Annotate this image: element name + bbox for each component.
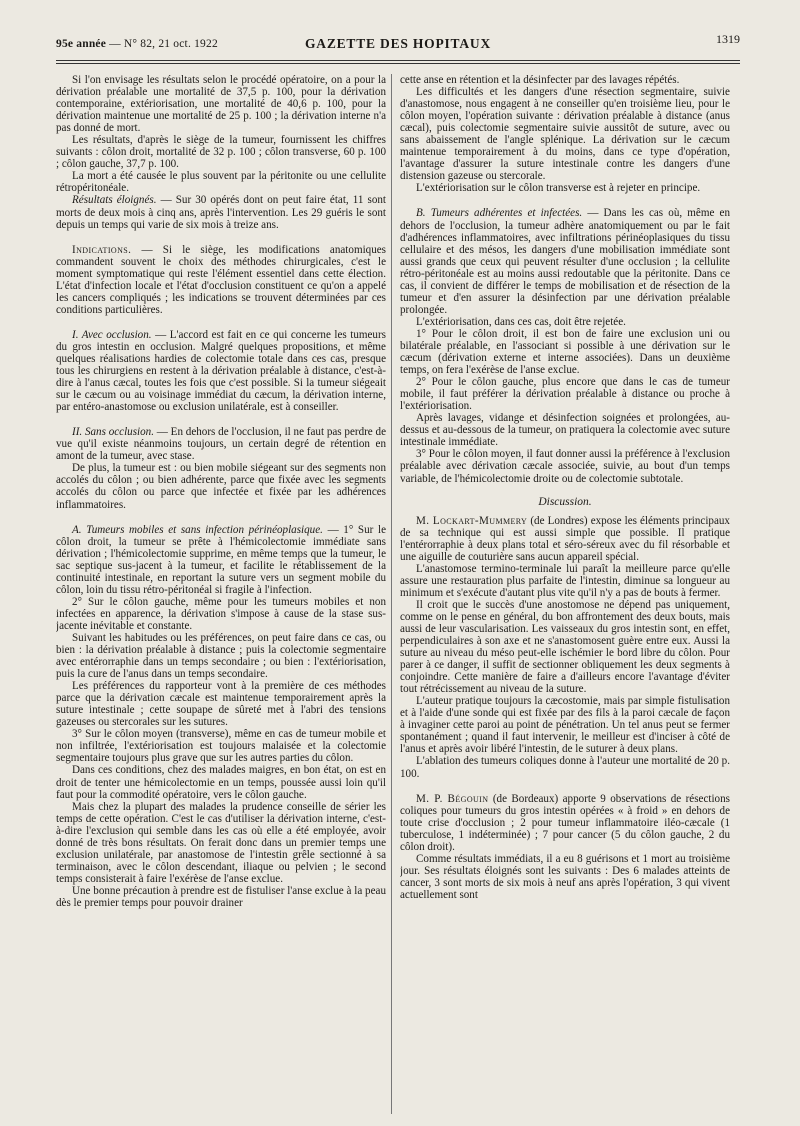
speaker-name: M. P. Bégouin (416, 792, 489, 805)
subsection-lead: A. Tumeurs mobiles et sans infection périnéoplasique. (72, 523, 323, 536)
paragraph: Une bonne précaution à prendre est de fistuliser l'anse exclue à la peau dès le premier temps pour pouvoir drainer (56, 884, 386, 909)
issue-label: N° 82, 21 oct. 1922 (123, 38, 218, 50)
paragraph: Les difficultés et les dangers d'une résection segmentaire, suivie d'anastomose, nous engagent à ne conseiller qu'en troisième lieu, pour le côlon moyen, l'opération suivante : dérivation préalable à distance (anus cæcal), puis colectomie segmentaire suivie aussitôt de suture, avec ou sans abaissement de l'angle splénique. La dérivation sur le cæcum maintenue temporairement à du moins, dans ce type d'opération, l'avantage d'assurer la suture intestinale contre les dangers d'une distension gazeuse ou stercorale. (400, 86, 730, 183)
header-rule (56, 60, 740, 61)
paragraph: Suivant les habitudes ou les préférences, on peut faire dans ce cas, ou bien : la dérivation préalable à distance ; puis la colectomie segmentaire avec entérorraphie dans un temps secondaire ; ou bien : l'extériorisation, puis la cure de l'anus dans un temps secondaire. (56, 631, 386, 681)
paragraph: Comme résultats immédiats, il a eu 8 guérisons et 1 mort au troisième jour. Ses résultats éloignés sont les suivants : Des 6 malades atteints de cancer, 3 sont morts de six mois à neuf ans après l'opération, 3 qui vivent actuellement sont (400, 852, 730, 901)
paragraph: De plus, la tumeur est : ou bien mobile siégeant sur des segments non accolés du côlon ; ou bien adhérente, parce que fixée avec les segments accolés du côlon ou parce que infectée et fixée par les adhérences inflammatoires. (56, 462, 386, 511)
paragraph: L'anastomose termino-terminale lui paraît la meilleure parce qu'elle assure une restauration plus parfaite de l'intestin, diminue sa longueur au minimum et s'exécute d'autant plus vite qu'il n'y a pas de bouts à fermer. (400, 562, 730, 599)
paragraph (56, 244, 386, 316)
paragraph-text: — En dehors de l'occlusion, il ne faut pas perdre de vue qu'il existe néanmoins toujours, un certain degré de rétention en amont de la tumeur, avec stase. (56, 426, 386, 463)
right-column (400, 74, 730, 1116)
speaker-name: M. Lockart-Mummery (416, 514, 528, 527)
section-lead: Indications. (72, 243, 132, 256)
paragraph: 3° Pour le côlon moyen, il faut donner aussi la préférence à l'exclusion préalable avec dérivation cæcale associée, suivie, au bout d'un temps variable, de l'hémicolectomie droite ou de colectomie subtotale. (400, 448, 730, 485)
paragraph-text: — Si le siège, les modifications anatomiques commandent souvent le choix des méthodes chirurgicales, c'est le moment symptomatique qui reste l'élément essentiel dans cette élection. L'état d'infection locale et l'état d'occlusion constituent ce qu'on a appelé les cancers compliqués ; les indications se trouvent déterminées par ces conditions particulières. (56, 243, 386, 316)
paragraph-text: — Dans les cas où, même en dehors de l'occlusion, la tumeur adhère anatomiquement ou par le fait d'adhérences inflammatoires, avec infiltrations périnéoplasiques du tissu cellulaire et des mésos, les dangers d'une mobilisation immédiate sont aussi grands que ceux qui peuvent résulter d'une occlusion ; la cellulite rétro-péritonéale est au moins aussi redoutable que la péritonite. Dans ce cas, il convient de différer le temps de mobilisation et de résection de la tumeur et d'en assurer la désinfection par une dérivation préalable prolongée. (400, 207, 730, 316)
paragraph (400, 207, 730, 315)
subsection-lead: Résultats éloignés. (72, 194, 157, 207)
subsection-lead: II. Sans occlusion. (72, 426, 154, 439)
paragraph (400, 515, 730, 563)
paragraph: L'extériorisation, dans ces cas, doit être rejetée. (416, 315, 626, 328)
paragraph: 3° Sur le côlon moyen (transverse), même en cas de tumeur mobile et non infiltrée, l'extériorisation est toujours malaisée et la colectomie segmentaire toujours plus grave que sur les autres parties du côlon. (56, 728, 386, 765)
paragraph (56, 329, 386, 413)
year-label: 95e année (56, 38, 107, 50)
paragraph: Les résultats, d'après le siège de la tumeur, fournissent les chiffres suivants : côlon droit, mortalité de 32 p. 100 ; côlon transverse, 60 p. 100 ; côlon gauche, 37,7 p. 100. (56, 134, 386, 171)
paragraph: Mais chez la plupart des malades la prudence conseille de sérier les temps de cette opération. C'est le cas d'utiliser la dérivation interne, c'est-à-dire l'exclusion qui semble dans les cas où elle a été employée, avoir donné de très bons résultats. On ferait donc dans un premier temps une exclusion unilatérale, par anastomose de l'intestin grêle sectionné à sa terminaison, avec le côlon descendant, iliaque ou pelvien ; le second temps consisterait à faire l'exérèse de l'anse exclue. (56, 800, 386, 885)
page-header (56, 30, 740, 56)
paragraph: Les préférences du rapporteur vont à la première de ces méthodes parce que la dérivation cæcale est maintenue temporairement après la suture intestinale ; cette soupape de sûreté met à l'abri des tensions gazeuses ou stercorales sur les sutures. (56, 680, 386, 729)
paragraph: Après lavages, vidange et désinfection soignées et prolongées, au-dessus et au-dessous de la tumeur, on pratiquera la colectomie avec suture intestinale immédiate. (400, 412, 730, 449)
paragraph: cette anse en rétention et la désinfecter par des lavages répétés. (400, 74, 680, 86)
paragraph: L'ablation des tumeurs coliques donne à l'auteur une mortalité de 20 p. 100. (400, 755, 730, 780)
header-rule-thin (56, 63, 740, 64)
discussion-heading: Discussion. (538, 495, 592, 508)
paragraph (56, 524, 386, 596)
journal-title: GAZETTE DES HOPITAUX (304, 36, 492, 51)
column-divider (391, 74, 392, 1114)
paragraph-text: — Sur 30 opérés dont on peut faire état, 11 sont morts de deux mois à cinq ans, après l'intervention. Les 29 guéris le sont depuis un temps qui varie de six mois à treize ans. (56, 194, 386, 231)
issue-separator: — (109, 38, 124, 50)
paragraph: Si l'on envisage les résultats selon le procédé opératoire, on a pour la dérivation préalable une mortalité de 37,5 p. 100, pour la dérivation contemporaine, extériorisation, une mortalité de 40,6 p. 100, pour la dérivation maintenue une mortalité de 25 p. 100 ; la dérivation interne n'a pas donné de mort. (56, 74, 386, 135)
paragraph: 2° Sur le côlon gauche, même pour les tumeurs mobiles et non infectées en apparence, la dérivation s'impose à cause de la stase sus-jacente inévitable et constante. (56, 595, 386, 632)
paragraph (56, 194, 386, 230)
paragraph: La mort a été causée le plus souvent par la péritonite ou une cellulite rétropéritonéale. (56, 170, 386, 195)
paragraph: Dans ces conditions, chez des malades maigres, en bon état, on est en droit de tenter une hémicolectomie en un temps, poussée aussi loin qu'il faut pour la commodité opératoire, vers le côlon gauche. (56, 764, 386, 801)
paragraph-text: (de Bordeaux) apporte 9 observations de résections coliques pour tumeurs du gros intestin opérées « à froid » en dehors de toute crise d'occlusion ; 2 pour tumeur inflammatoire iléo-cæcale (1 tuberculose, 1 indéterminée) ; 7 pour cancer (5 du côlon gauche, 2 du côlon droit). (400, 792, 730, 853)
paragraph: L'auteur pratique toujours la cæcostomie, mais par simple fistulisation et à l'aide d'une sonde qui est fixée par des fils à la paroi cæcale de façon à invaginer cette paroi au point de pénétration. Un tel anus peut se fermer spontanément ; quand il faut intervenir, le meilleur est d'inciser à côté de l'anus et après avoir libéré l'intestin, de le suturer à deux plans. (400, 695, 730, 756)
paragraph: Il croit que le succès d'une anostomose ne dépend pas uniquement, comme on le pense en général, du bon affrontement des deux bouts, mais aussi de leur vascularisation. Les vaisseaux du gros intestin sont, en effet, perpendiculaires à son axe et ne s'anastomosent guère entre eux. Aussi la suture au niveau du méso peut-elle ischémier le bord libre du côlon. Pour parer à ce danger, il suffit de sectionner obliquement les deux segments à conjoindre. Cette manière de faire a d'ailleurs encore l'avantage d'éviter tout rétrécissement au niveau de la suture. (400, 598, 730, 696)
paragraph: 2° Pour le côlon gauche, plus encore que dans le cas de tumeur mobile, il faut préférer la dérivation préalable à distance ou proche à l'extériorisation. (400, 376, 730, 413)
page-number: 1319 (716, 32, 740, 46)
paragraph: 1° Pour le côlon droit, il est bon de faire une exclusion uni ou bilatérale préalable, en l'associant si possible à une dérivation sur le cæcum (dérivation externe et interne associées). Dans un deuxième temps, on fera l'exérèse de l'anse exclue. (400, 327, 730, 377)
subsection-lead: I. Avec occlusion. (72, 328, 152, 341)
paragraph-text: (de Londres) expose les éléments principaux de sa technique qui est aussi simple que possible. Il pratique l'entérorraphie à deux plans total et séro-séreux avec du fil résorbable et une aiguille de couturière sans aucun appareil spécial. (400, 514, 730, 563)
paragraph-text: — 1° Sur le côlon droit, la tumeur se prête à l'hémicolectomie immédiate sans dérivation ; l'hémicolectomie supprime, en même temps que la tumeur, le sac septique sus-jacent à la tumeur, et facilite le rétablissement de la continuité intestinale, en reportant la suture vers un segment mobile du côlon, loin du tissu rétro-péritonéal si fragile à l'infection. (56, 523, 386, 596)
paragraph: L'extériorisation sur le côlon transverse est à rejeter en principe. (416, 182, 701, 195)
paragraph-text: — L'accord est fait en ce qui concerne les tumeurs du gros intestin en occlusion. Malgré quelques propositions, et même quelques réalisations hardies de colectomie totale dans ces cas, presque tous les chirurgiens en restent à la dérivation préalable à distance, c'est-à-dire à l'anus cæcal, toutes les fois que c'est possible. Si la tumeur siégeait sur le cæcum ou au voisinage immédiat du cæcum, la dérivation interne, par entéro-anastomose ou exclusion unilatérale, est à conseiller. (56, 328, 386, 414)
left-column (56, 74, 386, 1116)
paragraph (56, 426, 386, 462)
subsection-lead: B. Tumeurs adhérentes et infectées. (416, 207, 583, 220)
paragraph (400, 793, 730, 853)
